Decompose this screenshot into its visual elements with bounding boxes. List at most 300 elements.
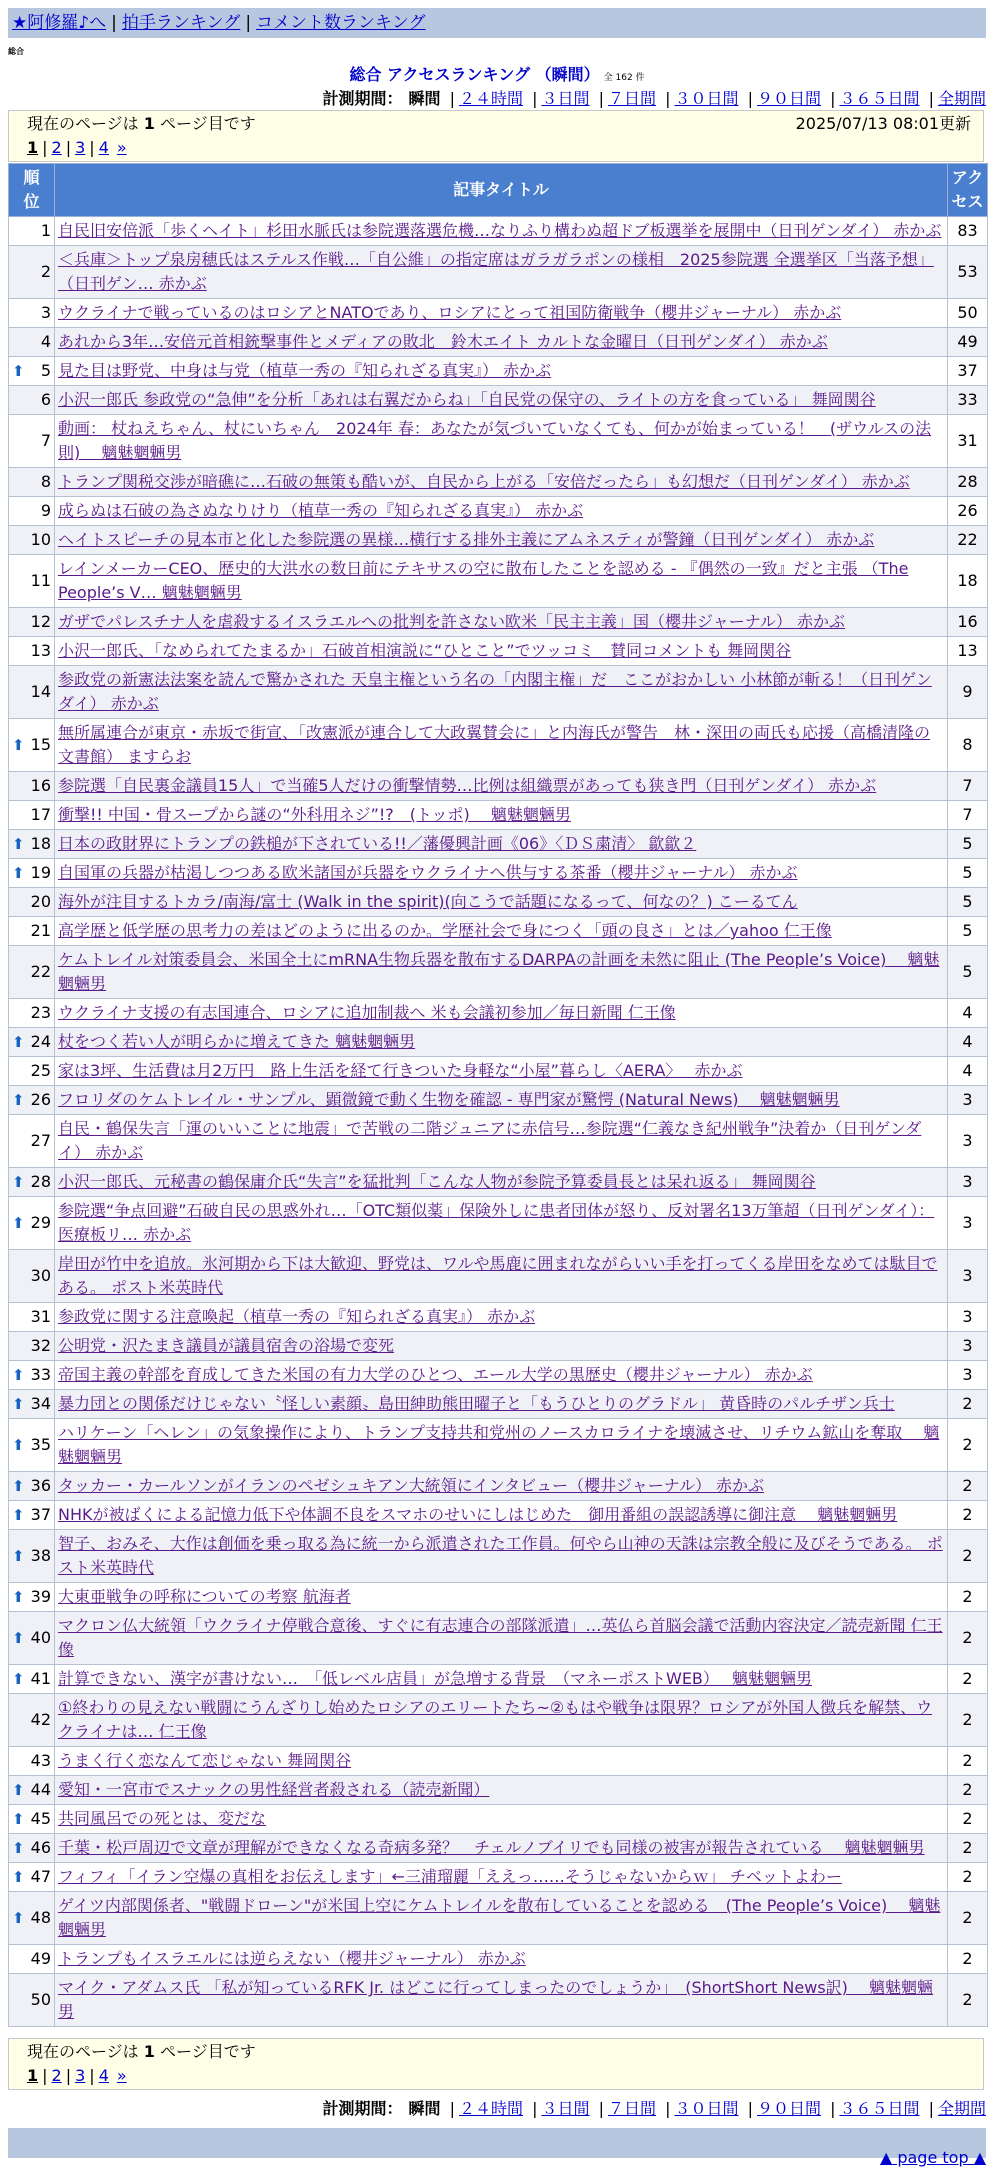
table-row bbox=[9, 1419, 988, 1472]
article-link[interactable]: 大東亜戦争の呼称についての考察 航海者 bbox=[58, 1587, 351, 1606]
rank-up-arrow-icon: ⬆ bbox=[12, 835, 25, 853]
title-cell bbox=[55, 1530, 948, 1583]
rank-number: 41 bbox=[30, 1669, 51, 1688]
article-link[interactable]: トランプもイスラエルには逆らえない（櫻井ジャーナル） 赤かぶ bbox=[58, 1949, 526, 1968]
rank-up-arrow-icon: ⬆ bbox=[12, 1395, 25, 1413]
rank-cell bbox=[9, 328, 55, 357]
title-cell bbox=[55, 917, 948, 946]
rank-cell bbox=[9, 1115, 55, 1168]
rank-cell bbox=[9, 1530, 55, 1583]
period-7d-link[interactable]: ７日間 bbox=[607, 89, 656, 108]
period-all-link[interactable]: 全期間 bbox=[937, 89, 986, 108]
period-30d-link[interactable]: ３０日間 bbox=[674, 2099, 739, 2118]
article-link[interactable]: うまく行く恋なんて恋じゃない 舞岡関谷 bbox=[58, 1751, 352, 1770]
article-link[interactable]: 共同風呂での死とは、変だな bbox=[58, 1809, 267, 1828]
rank-up-arrow-icon: ⬆ bbox=[12, 1588, 25, 1606]
access-count: 2 bbox=[948, 1747, 988, 1776]
article-link[interactable]: 家は3坪、生活費は月2万円 路上生活を経て行きついた身軽な“小屋”暮らし〈AERA〉 赤かぶ bbox=[58, 1061, 743, 1080]
rank-cell bbox=[9, 1805, 55, 1834]
article-link[interactable]: フィフィ「イラン空爆の真相をお伝えします」←三浦瑠麗「ええっ……そうじゃないからｗ」 チベットよわー bbox=[58, 1867, 842, 1886]
article-link[interactable]: 暴力団との関係だけじゃない〝怪しい素顔〟島田紳助熊田曜子と「もうひとりのグラドル」 黄昏時のパルチザン兵士 bbox=[58, 1394, 895, 1413]
rank-number: 5 bbox=[40, 361, 51, 380]
table-row bbox=[9, 526, 988, 555]
pagination-top: 1 | 2 | 3 | 4 » bbox=[27, 138, 127, 157]
rank-cell bbox=[9, 1501, 55, 1530]
table-row bbox=[9, 830, 988, 859]
rank-up-arrow-icon: ⬆ bbox=[12, 1214, 25, 1232]
rank-number: 9 bbox=[40, 501, 51, 520]
title-cell bbox=[55, 468, 948, 497]
title-cell bbox=[55, 1501, 948, 1530]
rank-cell bbox=[9, 1945, 55, 1974]
item-count: 全 162 件 bbox=[603, 73, 645, 83]
title-cell bbox=[55, 719, 948, 772]
period-365d-link[interactable]: ３６５日間 bbox=[839, 2099, 920, 2118]
article-link[interactable]: レインメーカーCEO、歴史的大洪水の数日前にテキサスの空に散布したことを認める - 『偶然の一致』だと主張 （The People’s V… 魑魅魍魎男 bbox=[58, 559, 909, 602]
table-row bbox=[9, 1694, 988, 1747]
rank-up-arrow-icon: ⬆ bbox=[12, 362, 25, 380]
rank-number: 43 bbox=[30, 1751, 51, 1770]
article-link[interactable]: 参政党に関する注意喚起（植草一秀の『知られざる真実』） 赤かぶ bbox=[58, 1307, 536, 1326]
rank-number: 30 bbox=[30, 1266, 51, 1285]
table-row bbox=[9, 468, 988, 497]
article-link[interactable]: 小沢一郎氏、「なめられてたまるか」石破首相演説に“ひとこと”でツッコミ 賛同コメントも 舞岡関谷 bbox=[58, 641, 792, 660]
access-count: 3 bbox=[948, 1361, 988, 1390]
article-link[interactable]: NHKが被ばくによる記憶力低下や体調不良をスマホのせいにしはじめた 御用番組の誤認誘導に御注意 魑魅魍魎男 bbox=[58, 1505, 898, 1524]
rank-number: 17 bbox=[30, 805, 51, 824]
access-count: 2 bbox=[948, 1945, 988, 1974]
title-cell bbox=[55, 999, 948, 1028]
page-4-link[interactable]: 4 bbox=[98, 2066, 109, 2085]
rank-up-arrow-icon: ⬆ bbox=[12, 1477, 25, 1495]
rank-number: 13 bbox=[30, 641, 51, 660]
rank-cell bbox=[9, 299, 55, 328]
ranking-body bbox=[9, 217, 988, 2027]
page-2-link[interactable]: 2 bbox=[51, 2066, 62, 2085]
period-90d-link[interactable]: ９０日間 bbox=[756, 89, 821, 108]
table-row bbox=[9, 772, 988, 801]
title-cell bbox=[55, 1834, 948, 1863]
table-row bbox=[9, 719, 988, 772]
page-status-pre: 現在のページは bbox=[27, 2042, 139, 2061]
table-row bbox=[9, 637, 988, 666]
table-row bbox=[9, 859, 988, 888]
title-cell bbox=[55, 328, 948, 357]
access-count: 4 bbox=[948, 1057, 988, 1086]
table-row bbox=[9, 1168, 988, 1197]
access-count: 5 bbox=[948, 888, 988, 917]
rank-number: 20 bbox=[30, 892, 51, 911]
rank-number: 19 bbox=[30, 863, 51, 882]
title-cell bbox=[55, 946, 948, 999]
period-label: 計測期間： bbox=[322, 89, 403, 108]
article-link[interactable]: 小沢一郎氏 参政党の“急伸”を分析「あれは右翼だからね」「自民党の保守の、ライトの方を食っている」 舞岡関谷 bbox=[58, 390, 876, 409]
access-count: 2 bbox=[948, 1805, 988, 1834]
comment-ranking-link[interactable]: コメント数ランキング bbox=[256, 13, 426, 33]
article-link[interactable]: 参院選“争点回避”石破自民の思惑外れ…「OTC類似薬」保険外しに患者団体が怒り、反対署名13万筆超（日刊ゲンダイ）：医療板リ… 赤かぶ bbox=[58, 1201, 935, 1244]
next-page-link[interactable]: » bbox=[116, 138, 127, 157]
rank-up-arrow-icon: ⬆ bbox=[12, 1868, 25, 1886]
title-cell bbox=[55, 1472, 948, 1501]
access-count: 9 bbox=[948, 666, 988, 719]
article-link[interactable]: ウクライナ支援の有志国連合、ロシアに追加制裁へ 米も会議初参加／毎日新聞 仁王像 bbox=[58, 1003, 676, 1022]
article-link[interactable]: 自民旧安倍派「歩くヘイト」杉田水脈氏は参院選落選危機…なりふり構わぬ超ドブ板選挙を展開中（日刊ゲンダイ） 赤かぶ bbox=[58, 221, 942, 240]
article-link[interactable]: ヘイトスピーチの見本市と化した参院選の異様…横行する排外主義にアムネスティが警鐘（日刊ゲンダイ） 赤かぶ bbox=[58, 530, 875, 549]
top-nav-bar bbox=[8, 8, 986, 38]
article-link[interactable]: 見た目は野党、中身は与党（植草一秀の『知られざる真実』） 赤かぶ bbox=[58, 361, 552, 380]
table-row bbox=[9, 1250, 988, 1303]
rank-cell bbox=[9, 246, 55, 299]
table-row bbox=[9, 1665, 988, 1694]
title-cell bbox=[55, 888, 948, 917]
access-count: 22 bbox=[948, 526, 988, 555]
article-link[interactable]: 愛知・一宮市でスナックの男性経営者殺される（読売新聞） bbox=[58, 1780, 490, 1799]
rank-up-arrow-icon: ⬆ bbox=[12, 1839, 25, 1857]
access-count: 5 bbox=[948, 830, 988, 859]
rank-up-arrow-icon: ⬆ bbox=[12, 1366, 25, 1384]
page-status-pre: 現在のページは bbox=[27, 114, 139, 133]
rank-up-arrow-icon: ⬆ bbox=[12, 1091, 25, 1109]
rank-cell bbox=[9, 1390, 55, 1419]
article-link[interactable]: 参院選「自民裏金議員15人」で当確5人だけの衝撃情勢…比例は組織票があっても狭き門（日刊ゲンダイ） 赤かぶ bbox=[58, 776, 877, 795]
page-status-num: 1 bbox=[143, 2042, 155, 2061]
page-1-current: 1 bbox=[27, 138, 39, 157]
title-cell bbox=[55, 246, 948, 299]
rank-cell bbox=[9, 888, 55, 917]
article-link[interactable]: 公明党・沢たまき議員が議員宿舎の浴場で変死 bbox=[58, 1336, 395, 1355]
rank-cell bbox=[9, 946, 55, 999]
access-count: 2 bbox=[948, 1776, 988, 1805]
rank-number: 48 bbox=[30, 1908, 51, 1927]
rank-number: 22 bbox=[30, 962, 51, 981]
article-link[interactable]: 参政党の新憲法法案を読んで驚かされた 天皇主権という名の「内閣主権」だ ここがおかしい 小林節が斬る！（日刊ゲンダイ） 赤かぶ bbox=[58, 670, 932, 713]
access-count: 31 bbox=[948, 415, 988, 468]
article-link[interactable]: 衝撃!! 中国・骨スープから謎の“外科用ネジ”!? (トッポ) 魑魅魍魎男 bbox=[58, 805, 571, 824]
article-link[interactable]: トランプ関税交渉が暗礁に…石破の無策も酷いが、自民から上がる「安倍だったら」も幻想だ（日刊ゲンダイ） 赤かぶ bbox=[58, 472, 910, 491]
table-row bbox=[9, 1612, 988, 1665]
table-row bbox=[9, 497, 988, 526]
access-count: 7 bbox=[948, 801, 988, 830]
page-title bbox=[0, 62, 994, 85]
access-count: 2 bbox=[948, 1501, 988, 1530]
page-1-current: 1 bbox=[27, 2066, 39, 2085]
rank-number: 24 bbox=[30, 1032, 51, 1051]
rank-number: 29 bbox=[30, 1213, 51, 1232]
article-link[interactable]: ①終わりの見えない戦闘にうんざりし始めたロシアのエリートたち~②もはや戦争は限界？ロシアが外国人徴兵を解禁、ウクライナは… 仁王像 bbox=[58, 1698, 933, 1741]
table-row bbox=[9, 1057, 988, 1086]
rank-cell bbox=[9, 357, 55, 386]
article-link[interactable]: 海外が注目するトカラ/南海/富士 (Walk in the spirit)(向こうで話題になるって、何なの？) こーるてん bbox=[58, 892, 798, 911]
title-cell bbox=[55, 608, 948, 637]
rank-number: 42 bbox=[30, 1710, 51, 1729]
title-cell bbox=[55, 859, 948, 888]
article-link[interactable]: ＜兵庫＞トップ泉房穂氏はステルス作戦…「自公維」の指定席はガラガラポンの様相 2025参院選 全選挙区「当落予想」（日刊ゲン… 赤かぶ bbox=[58, 250, 934, 293]
table-header-row bbox=[9, 164, 988, 217]
access-count: 3 bbox=[948, 1250, 988, 1303]
rank-up-arrow-icon: ⬆ bbox=[12, 1173, 25, 1191]
title-cell bbox=[55, 1197, 948, 1250]
page-title-text: 総合 アクセスランキング （瞬間） bbox=[349, 65, 600, 84]
article-link[interactable]: 成らぬは石破の為さぬなりけり（植草一秀の『知られざる真実』） 赤かぶ bbox=[58, 501, 584, 520]
article-link[interactable]: 自国軍の兵器が枯渇しつつある欧米諸国が兵器をウクライナへ供与する茶番（櫻井ジャーナル） 赤かぶ bbox=[58, 863, 798, 882]
rank-cell bbox=[9, 1250, 55, 1303]
title-cell bbox=[55, 555, 948, 608]
rank-up-arrow-icon: ⬆ bbox=[12, 1810, 25, 1828]
nav-separator: | bbox=[245, 13, 252, 33]
rank-cell bbox=[9, 859, 55, 888]
title-cell bbox=[55, 1892, 948, 1945]
page-status-post: ページ目です bbox=[160, 2042, 256, 2061]
title-cell bbox=[55, 1747, 948, 1776]
rank-number: 1 bbox=[40, 221, 51, 240]
title-cell bbox=[55, 1168, 948, 1197]
rank-cell bbox=[9, 1086, 55, 1115]
article-link[interactable]: 小沢一郎氏、元秘書の鶴保庸介氏“失言”を猛批判「こんな人物が参院予算委員長とは呆れ返る」 舞岡関谷 bbox=[58, 1172, 816, 1191]
period-24h-link[interactable]: ２４時間 bbox=[458, 2099, 523, 2118]
updated-timestamp: 2025/07/13 08:01更新 bbox=[795, 114, 971, 133]
rank-cell bbox=[9, 1834, 55, 1863]
page-top-link[interactable]: ▲ page top ▲ bbox=[879, 2148, 986, 2167]
title-cell bbox=[55, 1115, 948, 1168]
title-cell bbox=[55, 1694, 948, 1747]
rank-number: 16 bbox=[30, 776, 51, 795]
title-cell bbox=[55, 1390, 948, 1419]
rank-cell bbox=[9, 1419, 55, 1472]
header-title: 記事タイトル bbox=[55, 164, 948, 217]
table-row bbox=[9, 1197, 988, 1250]
table-row bbox=[9, 1892, 988, 1945]
rank-up-arrow-icon: ⬆ bbox=[12, 1436, 25, 1454]
article-link[interactable]: 高学歴と低学歴の思考力の差はどのように出るのか。学歴社会で身につく「頭の良さ」とは／yahoo 仁王像 bbox=[58, 921, 832, 940]
article-link[interactable]: マクロン仏大統領「ウクライナ停戦合意後、すぐに有志連合の部隊派遣」…英仏ら首脳会議で活動内容決定／読売新聞 仁王像 bbox=[58, 1616, 943, 1659]
rank-number: 35 bbox=[30, 1435, 51, 1454]
period-30d-link[interactable]: ３０日間 bbox=[674, 89, 739, 108]
access-count: 50 bbox=[948, 299, 988, 328]
access-count: 2 bbox=[948, 1863, 988, 1892]
access-count: 53 bbox=[948, 246, 988, 299]
access-count: 2 bbox=[948, 1390, 988, 1419]
title-cell bbox=[55, 386, 948, 415]
page-status-num: 1 bbox=[143, 114, 155, 133]
table-row bbox=[9, 999, 988, 1028]
title-cell bbox=[55, 1665, 948, 1694]
table-row bbox=[9, 1472, 988, 1501]
rank-cell bbox=[9, 1583, 55, 1612]
rank-number: 34 bbox=[30, 1394, 51, 1413]
article-link[interactable]: 智子、おみそ、大作は創価を乗っ取る為に統一から派遣された工作員。何やら山神の天誅は宗教全般に及びそうである。 ポスト米英時代 bbox=[58, 1534, 943, 1577]
title-cell bbox=[55, 299, 948, 328]
rank-cell bbox=[9, 1694, 55, 1747]
rank-number: 40 bbox=[30, 1628, 51, 1647]
article-link[interactable]: ウクライナで戦っているのはロシアとNATOであり、ロシアにとって祖国防衛戦争（櫻井ジャーナル） 赤かぶ bbox=[58, 303, 842, 322]
pagination-bottom: 1 | 2 | 3 | 4 » bbox=[27, 2066, 127, 2085]
page-2-link[interactable]: 2 bbox=[51, 138, 62, 157]
period-selector-top: 計測期間： 瞬間 | ２４時間 | ３日間 | ７日間 | ３０日間 | ９０日間 | ３６５日間 | 全期間 bbox=[322, 89, 986, 108]
access-count: 4 bbox=[948, 1028, 988, 1057]
table-row bbox=[9, 1332, 988, 1361]
period-7d-link[interactable]: ７日間 bbox=[607, 2099, 656, 2118]
rank-cell bbox=[9, 1361, 55, 1390]
rank-up-arrow-icon: ⬆ bbox=[12, 736, 25, 754]
article-link[interactable]: 自民・鶴保失言「運のいいことに地震」で苦戦の二階ジュニアに赤信号…参院選“仁義なき紀州戦争”決着か（日刊ゲンダイ） 赤かぶ bbox=[58, 1119, 922, 1162]
title-cell bbox=[55, 1303, 948, 1332]
article-link[interactable]: 無所属連合が東京・赤坂で街宣、「改憲派が連合して大政翼賛会に」と内海氏が警告 林・深田の両氏も応援（高橋清隆の文書館） ますらお bbox=[58, 723, 931, 766]
rank-number: 37 bbox=[30, 1505, 51, 1524]
title-cell bbox=[55, 830, 948, 859]
table-row bbox=[9, 1863, 988, 1892]
article-link[interactable]: 岸田が竹中を追放。氷河期から下は大歓迎、野党は、ワルや馬鹿に囲まれながらいい手を打ってくる岸田をなめては駄目である。 ポスト米英時代 bbox=[58, 1254, 938, 1297]
access-count: 3 bbox=[948, 1197, 988, 1250]
rank-up-arrow-icon: ⬆ bbox=[12, 1909, 25, 1927]
title-cell bbox=[55, 1086, 948, 1115]
rank-number: 49 bbox=[30, 1949, 51, 1968]
rank-cell bbox=[9, 386, 55, 415]
table-row bbox=[9, 1086, 988, 1115]
ranking-table bbox=[8, 163, 988, 2027]
rank-number: 44 bbox=[30, 1780, 51, 1799]
rank-cell bbox=[9, 415, 55, 468]
table-row bbox=[9, 946, 988, 999]
table-row bbox=[9, 1390, 988, 1419]
title-cell bbox=[55, 1863, 948, 1892]
period-3d-link[interactable]: ３日間 bbox=[541, 89, 590, 108]
header-rank: 順位 bbox=[9, 164, 55, 217]
article-link[interactable]: 計算できない、漢字が書けない… 「低レベル店員」が急増する背景 （マネーポストWEB） 魑魅魍魎男 bbox=[58, 1669, 812, 1688]
rank-cell bbox=[9, 555, 55, 608]
title-cell bbox=[55, 1776, 948, 1805]
table-row bbox=[9, 1303, 988, 1332]
rank-cell bbox=[9, 1974, 55, 2027]
page-3-link[interactable]: 3 bbox=[75, 2066, 86, 2085]
clap-ranking-link[interactable]: 拍手ランキング bbox=[121, 13, 241, 33]
table-row bbox=[9, 217, 988, 246]
access-count: 26 bbox=[948, 497, 988, 526]
title-cell bbox=[55, 1250, 948, 1303]
rank-cell bbox=[9, 1472, 55, 1501]
table-row bbox=[9, 328, 988, 357]
title-cell bbox=[55, 637, 948, 666]
title-cell bbox=[55, 1612, 948, 1665]
article-link[interactable]: 千葉・松戸周辺で文章が理解ができなくなる奇病多発？ チェルノブイリでも同様の被害が報告されている 魑魅魍魎男 bbox=[58, 1838, 925, 1857]
access-count: 83 bbox=[948, 217, 988, 246]
article-link[interactable]: マイク・アダムス氏 「私が知っているRFK Jr. はどこに行ってしまったのでしょうか」 (ShortShort News訳) 魑魅魍魎男 bbox=[58, 1978, 933, 2021]
table-row bbox=[9, 386, 988, 415]
article-link[interactable]: タッカー・カールソンがイランのペゼシュキアン大統領にインタビュー（櫻井ジャーナル） 赤かぶ bbox=[58, 1476, 765, 1495]
period-selector-bottom: 計測期間： 瞬間 | ２４時間 | ３日間 | ７日間 | ３０日間 | ９０日間 | ３６５日間 | 全期間 bbox=[322, 2099, 986, 2118]
access-count: 2 bbox=[948, 1694, 988, 1747]
rank-up-arrow-icon: ⬆ bbox=[12, 1547, 25, 1565]
rank-up-arrow-icon: ⬆ bbox=[12, 1033, 25, 1051]
rank-number: 25 bbox=[30, 1061, 51, 1080]
rank-number: 7 bbox=[40, 431, 51, 450]
rank-number: 32 bbox=[30, 1336, 51, 1355]
table-row bbox=[9, 1805, 988, 1834]
period-current: 瞬間 bbox=[408, 89, 441, 108]
table-row bbox=[9, 1501, 988, 1530]
table-row bbox=[9, 1361, 988, 1390]
period-3d-link[interactable]: ３日間 bbox=[541, 2099, 590, 2118]
rank-cell bbox=[9, 917, 55, 946]
access-count: 2 bbox=[948, 1472, 988, 1501]
rank-cell bbox=[9, 801, 55, 830]
article-link[interactable]: 日本の政財界にトランプの鉄槌が下されている!!／藩優興計画《06》〈ＤＳ粛清〉 歙歙２ bbox=[58, 834, 697, 853]
article-link[interactable]: 動画： 杖ねえちゃん、杖にいちゃん 2024年 春：あなたが気づいていなくても、何かが始まっている！ (ザウルスの法則) 魑魅魍魎男 bbox=[58, 419, 932, 462]
rank-number: 8 bbox=[40, 472, 51, 491]
rank-cell bbox=[9, 1863, 55, 1892]
rank-number: 4 bbox=[40, 332, 51, 351]
title-cell bbox=[55, 217, 948, 246]
home-link[interactable]: ★阿修羅♪へ bbox=[12, 13, 107, 33]
article-link[interactable]: フロリダのケムトレイル・サンプル、顕微鏡で動く生物を確認 - 専門家が驚愕 (Natural News) 魑魅魍魎男 bbox=[58, 1090, 840, 1109]
rank-number: 38 bbox=[30, 1546, 51, 1565]
article-link[interactable]: ガザでパレスチナ人を虐殺するイスラエルへの批判を許さない欧米「民主主義」国（櫻井ジャーナル） 赤かぶ bbox=[58, 612, 846, 631]
rank-up-arrow-icon: ⬆ bbox=[12, 1629, 25, 1647]
rank-number: 36 bbox=[30, 1476, 51, 1495]
table-row bbox=[9, 246, 988, 299]
access-count: 28 bbox=[948, 468, 988, 497]
page-3-link[interactable]: 3 bbox=[75, 138, 86, 157]
article-link[interactable]: ケムトレイル対策委員会、米国全土にmRNA生物兵器を散布するDARPAの計画を未然に阻止 (The People’s Voice) 魑魅魍魎男 bbox=[58, 950, 940, 993]
page-4-link[interactable]: 4 bbox=[98, 138, 109, 157]
title-cell bbox=[55, 1361, 948, 1390]
period-all-link[interactable]: 全期間 bbox=[937, 2099, 986, 2118]
title-cell bbox=[55, 357, 948, 386]
table-row bbox=[9, 1115, 988, 1168]
rank-number: 2 bbox=[40, 262, 51, 281]
access-count: 8 bbox=[948, 719, 988, 772]
rank-number: 23 bbox=[30, 1003, 51, 1022]
rank-cell bbox=[9, 1197, 55, 1250]
rank-cell bbox=[9, 497, 55, 526]
table-row bbox=[9, 888, 988, 917]
period-365d-link[interactable]: ３６５日間 bbox=[839, 89, 920, 108]
table-row bbox=[9, 415, 988, 468]
access-count: 49 bbox=[948, 328, 988, 357]
table-row bbox=[9, 1530, 988, 1583]
rank-cell bbox=[9, 217, 55, 246]
title-cell bbox=[55, 415, 948, 468]
rank-number: 3 bbox=[40, 303, 51, 322]
access-count: 2 bbox=[948, 1419, 988, 1472]
table-row bbox=[9, 1028, 988, 1057]
article-link[interactable]: 杖をつく若い人が明らかに増えてきた 魑魅魍魎男 bbox=[58, 1032, 416, 1051]
page-status-post: ページ目です bbox=[160, 114, 256, 133]
title-cell bbox=[55, 1583, 948, 1612]
article-link[interactable]: ハリケーン「ヘレン」の気象操作により、トランプ支持共和党州のノースカロライナを壊滅させ、リチウム鉱山を奪取 魑魅魍魎男 bbox=[58, 1423, 940, 1466]
article-link[interactable]: ゲイツ内部関係者、"戦闘ドローン"が米国上空にケムトレイルを散布していることを認める (The People’s Voice) 魑魅魍魎男 bbox=[58, 1896, 941, 1939]
access-count: 3 bbox=[948, 1168, 988, 1197]
article-link[interactable]: あれから3年…安倍元首相銃撃事件とメディアの敗北 鈴木エイト カルトな金曜日（日刊ゲンダイ） 赤かぶ bbox=[58, 332, 828, 351]
table-row bbox=[9, 666, 988, 719]
rank-number: 12 bbox=[30, 612, 51, 631]
period-90d-link[interactable]: ９０日間 bbox=[756, 2099, 821, 2118]
rank-number: 11 bbox=[30, 571, 51, 590]
rank-up-arrow-icon: ⬆ bbox=[12, 1781, 25, 1799]
rank-cell bbox=[9, 1028, 55, 1057]
rank-number: 26 bbox=[30, 1090, 51, 1109]
title-cell bbox=[55, 1805, 948, 1834]
access-count: 2 bbox=[948, 1892, 988, 1945]
header-access: アクセス bbox=[948, 164, 988, 217]
next-page-link[interactable]: » bbox=[116, 2066, 127, 2085]
access-count: 3 bbox=[948, 1086, 988, 1115]
access-count: 16 bbox=[948, 608, 988, 637]
rank-number: 33 bbox=[30, 1365, 51, 1384]
article-link[interactable]: 帝国主義の幹部を育成してきた米国の有力大学のひとつ、エール大学の黒歴史（櫻井ジャーナル） 赤かぶ bbox=[58, 1365, 813, 1384]
period-24h-link[interactable]: ２４時間 bbox=[458, 89, 523, 108]
rank-up-arrow-icon: ⬆ bbox=[12, 1506, 25, 1524]
rank-number: 47 bbox=[30, 1867, 51, 1886]
